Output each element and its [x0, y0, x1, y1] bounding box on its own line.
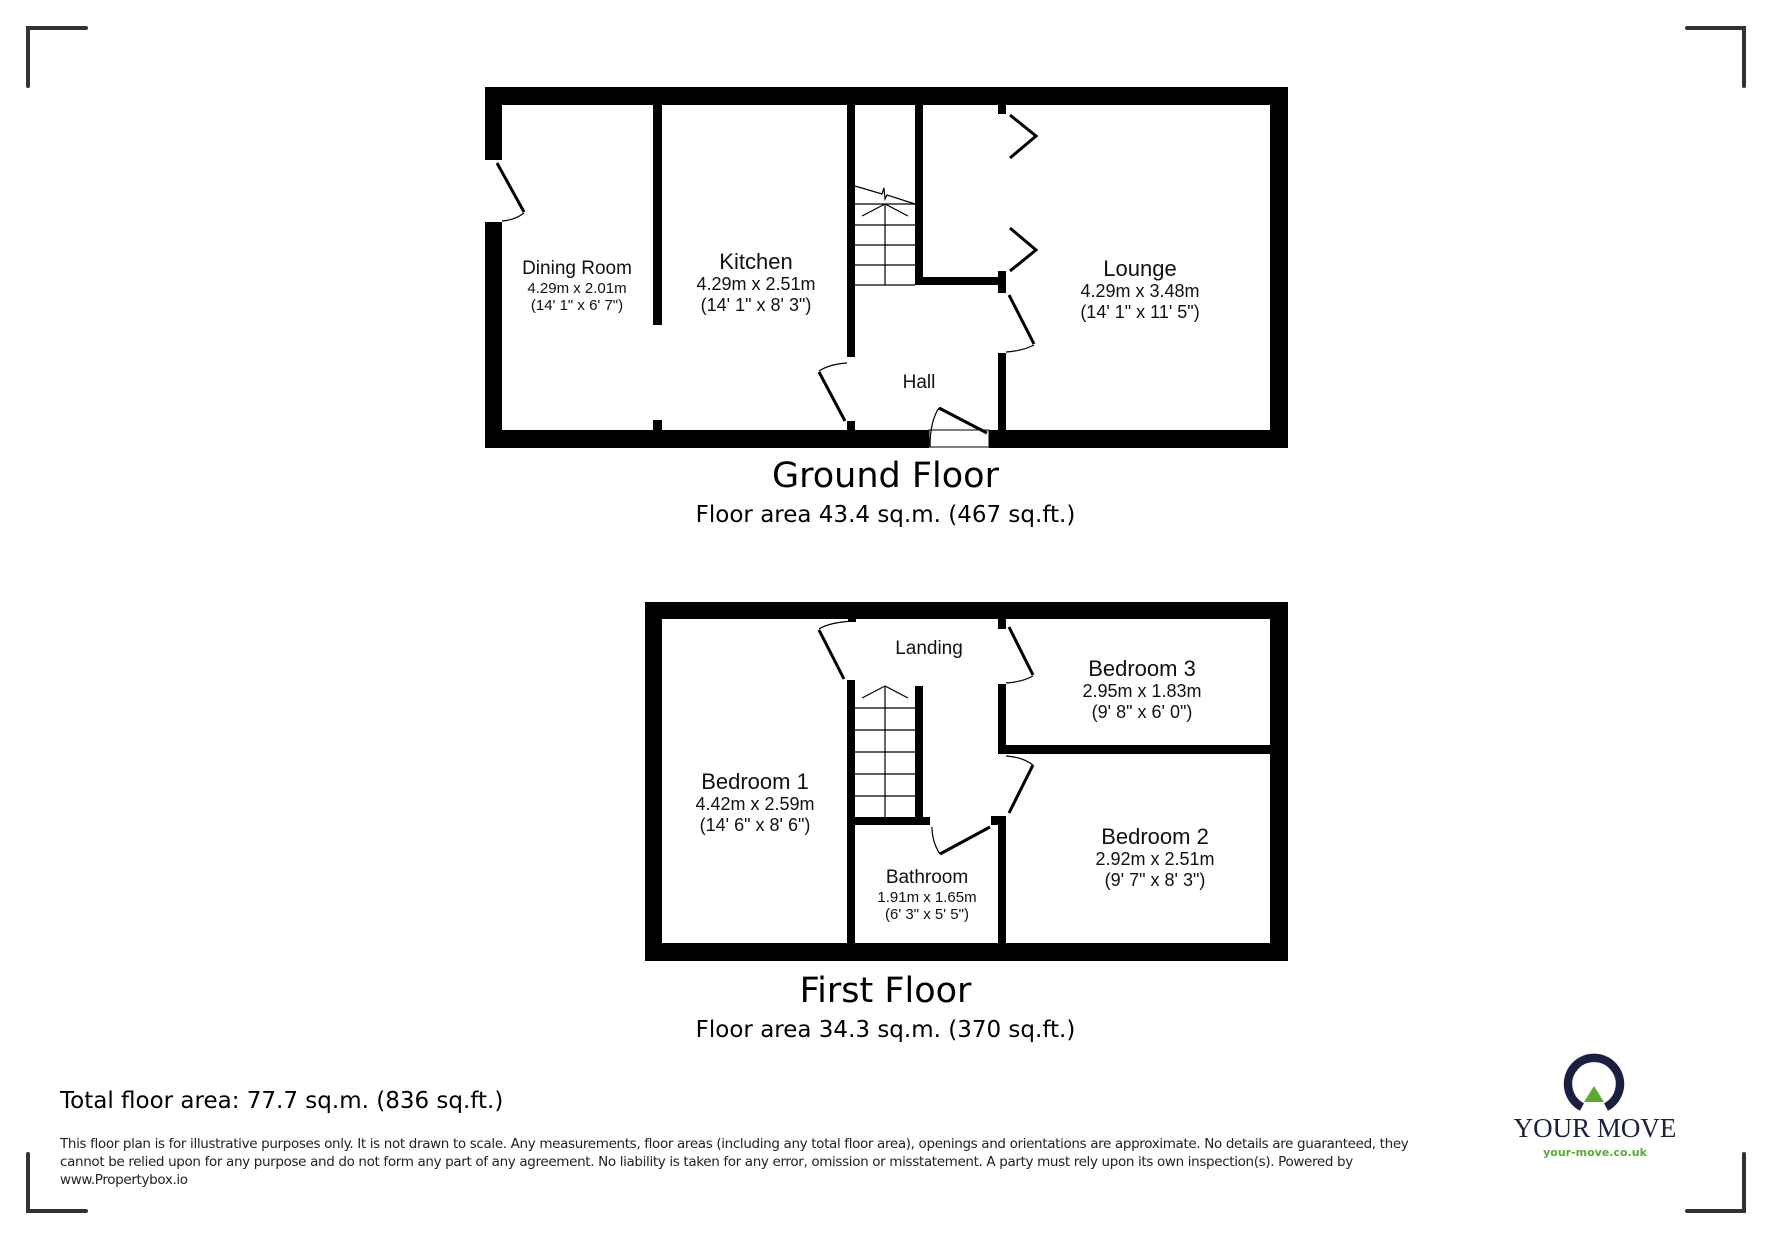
room-name: Landing	[895, 638, 963, 659]
floor-title: First Floor	[799, 971, 972, 1011]
room-imperial: (14' 6" x 8' 6")	[699, 814, 811, 835]
disclaimer-text: This floor plan is for illustrative purposes only. It is not drawn to scale. Any measurements, floor areas (including any total floor area), openings and orientations are approximate. No details are guaranteed, they cannot be relied upon for any purpose and do not form any part of any agreement. No liability is taken for any error, omission or misstatement. A party must rely upon its own inspection(s). Powered by www.Propertybox.io	[60, 1136, 1409, 1188]
room-imperial: (14' 1" x 11' 5")	[1080, 301, 1200, 322]
room-metric: 4.42m x 2.59m	[695, 794, 815, 815]
room-name: Hall	[902, 372, 936, 393]
room-name: Lounge	[1103, 256, 1177, 281]
room-metric: 4.29m x 2.01m	[527, 279, 627, 297]
wall-bathroom-right	[998, 816, 1006, 945]
room-metric: 2.92m x 2.51m	[1095, 849, 1215, 870]
room-kitchen	[696, 249, 815, 316]
room-metric: 1.91m x 1.65m	[877, 888, 977, 906]
wall-bathroom-stub	[991, 816, 1003, 825]
room-hall	[903, 372, 936, 394]
door-bathroom	[940, 827, 990, 854]
brand-arrow-icon	[1584, 1086, 1604, 1102]
wall-bedroom3-stub	[998, 619, 1006, 629]
room-name: Dining Room	[522, 258, 632, 279]
room-imperial: (9' 7" x 8' 3")	[1104, 869, 1206, 890]
room-metric: 4.29m x 2.51m	[696, 274, 816, 295]
wall-right	[1270, 602, 1288, 961]
room-imperial: (6' 3" x 5' 5")	[885, 906, 969, 924]
total-floor-area: Total floor area: 77.7 sq.m. (836 sq.ft.)	[60, 1088, 504, 1114]
floor-area: Floor area 34.3 sq.m. (370 sq.ft.)	[695, 1017, 1076, 1043]
room-name: Bedroom 3	[1088, 656, 1196, 681]
wall-bedroom1-stairs	[847, 680, 855, 945]
wall-bottom	[645, 943, 1288, 961]
room-bedroom-2	[1095, 824, 1214, 891]
room-name: Bedroom 2	[1101, 824, 1209, 849]
stairs-first	[855, 686, 915, 817]
room-metric: 2.95m x 1.83m	[1082, 681, 1202, 702]
wall-bedroom3-bedroom2	[998, 745, 1270, 754]
room-imperial: (9' 8" x 6' 0")	[1091, 701, 1193, 722]
room-name: Bathroom	[885, 867, 969, 888]
wall-left	[645, 602, 662, 961]
room-imperial: (14' 1" x 6' 7")	[530, 297, 624, 315]
wall-top	[645, 602, 1288, 619]
wall-stairs-right	[915, 686, 923, 820]
room-dining-room	[522, 258, 632, 314]
wall-bedroom3-left	[998, 684, 1006, 754]
floor-title: Ground Floor	[772, 456, 999, 496]
room-name: Bedroom 1	[701, 769, 809, 794]
brand-url[interactable]: your-move.co.uk	[1543, 1146, 1647, 1159]
brand-ring-icon	[1500, 1050, 1690, 1112]
wall-stairs-bottom	[855, 817, 930, 825]
ground-floor-heading	[0, 455, 1771, 530]
room-bedroom-3	[1082, 656, 1201, 723]
door-bedroom2	[1009, 765, 1033, 813]
room-bedroom-1	[695, 769, 814, 836]
room-lounge	[1080, 256, 1199, 323]
room-bathroom	[877, 867, 976, 923]
room-name: Kitchen	[719, 249, 793, 274]
room-metric: 4.29m x 3.48m	[1080, 281, 1200, 302]
room-imperial: (14' 1" x 8' 3")	[700, 294, 812, 315]
first-floor-heading	[0, 970, 1771, 1045]
room-landing	[895, 638, 963, 660]
brand-name: YOUR MOVE	[1513, 1113, 1677, 1143]
door-bedroom1	[819, 630, 844, 679]
door-bedroom3	[1009, 627, 1033, 675]
floor-area: Floor area 43.4 sq.m. (467 sq.ft.)	[695, 502, 1076, 528]
